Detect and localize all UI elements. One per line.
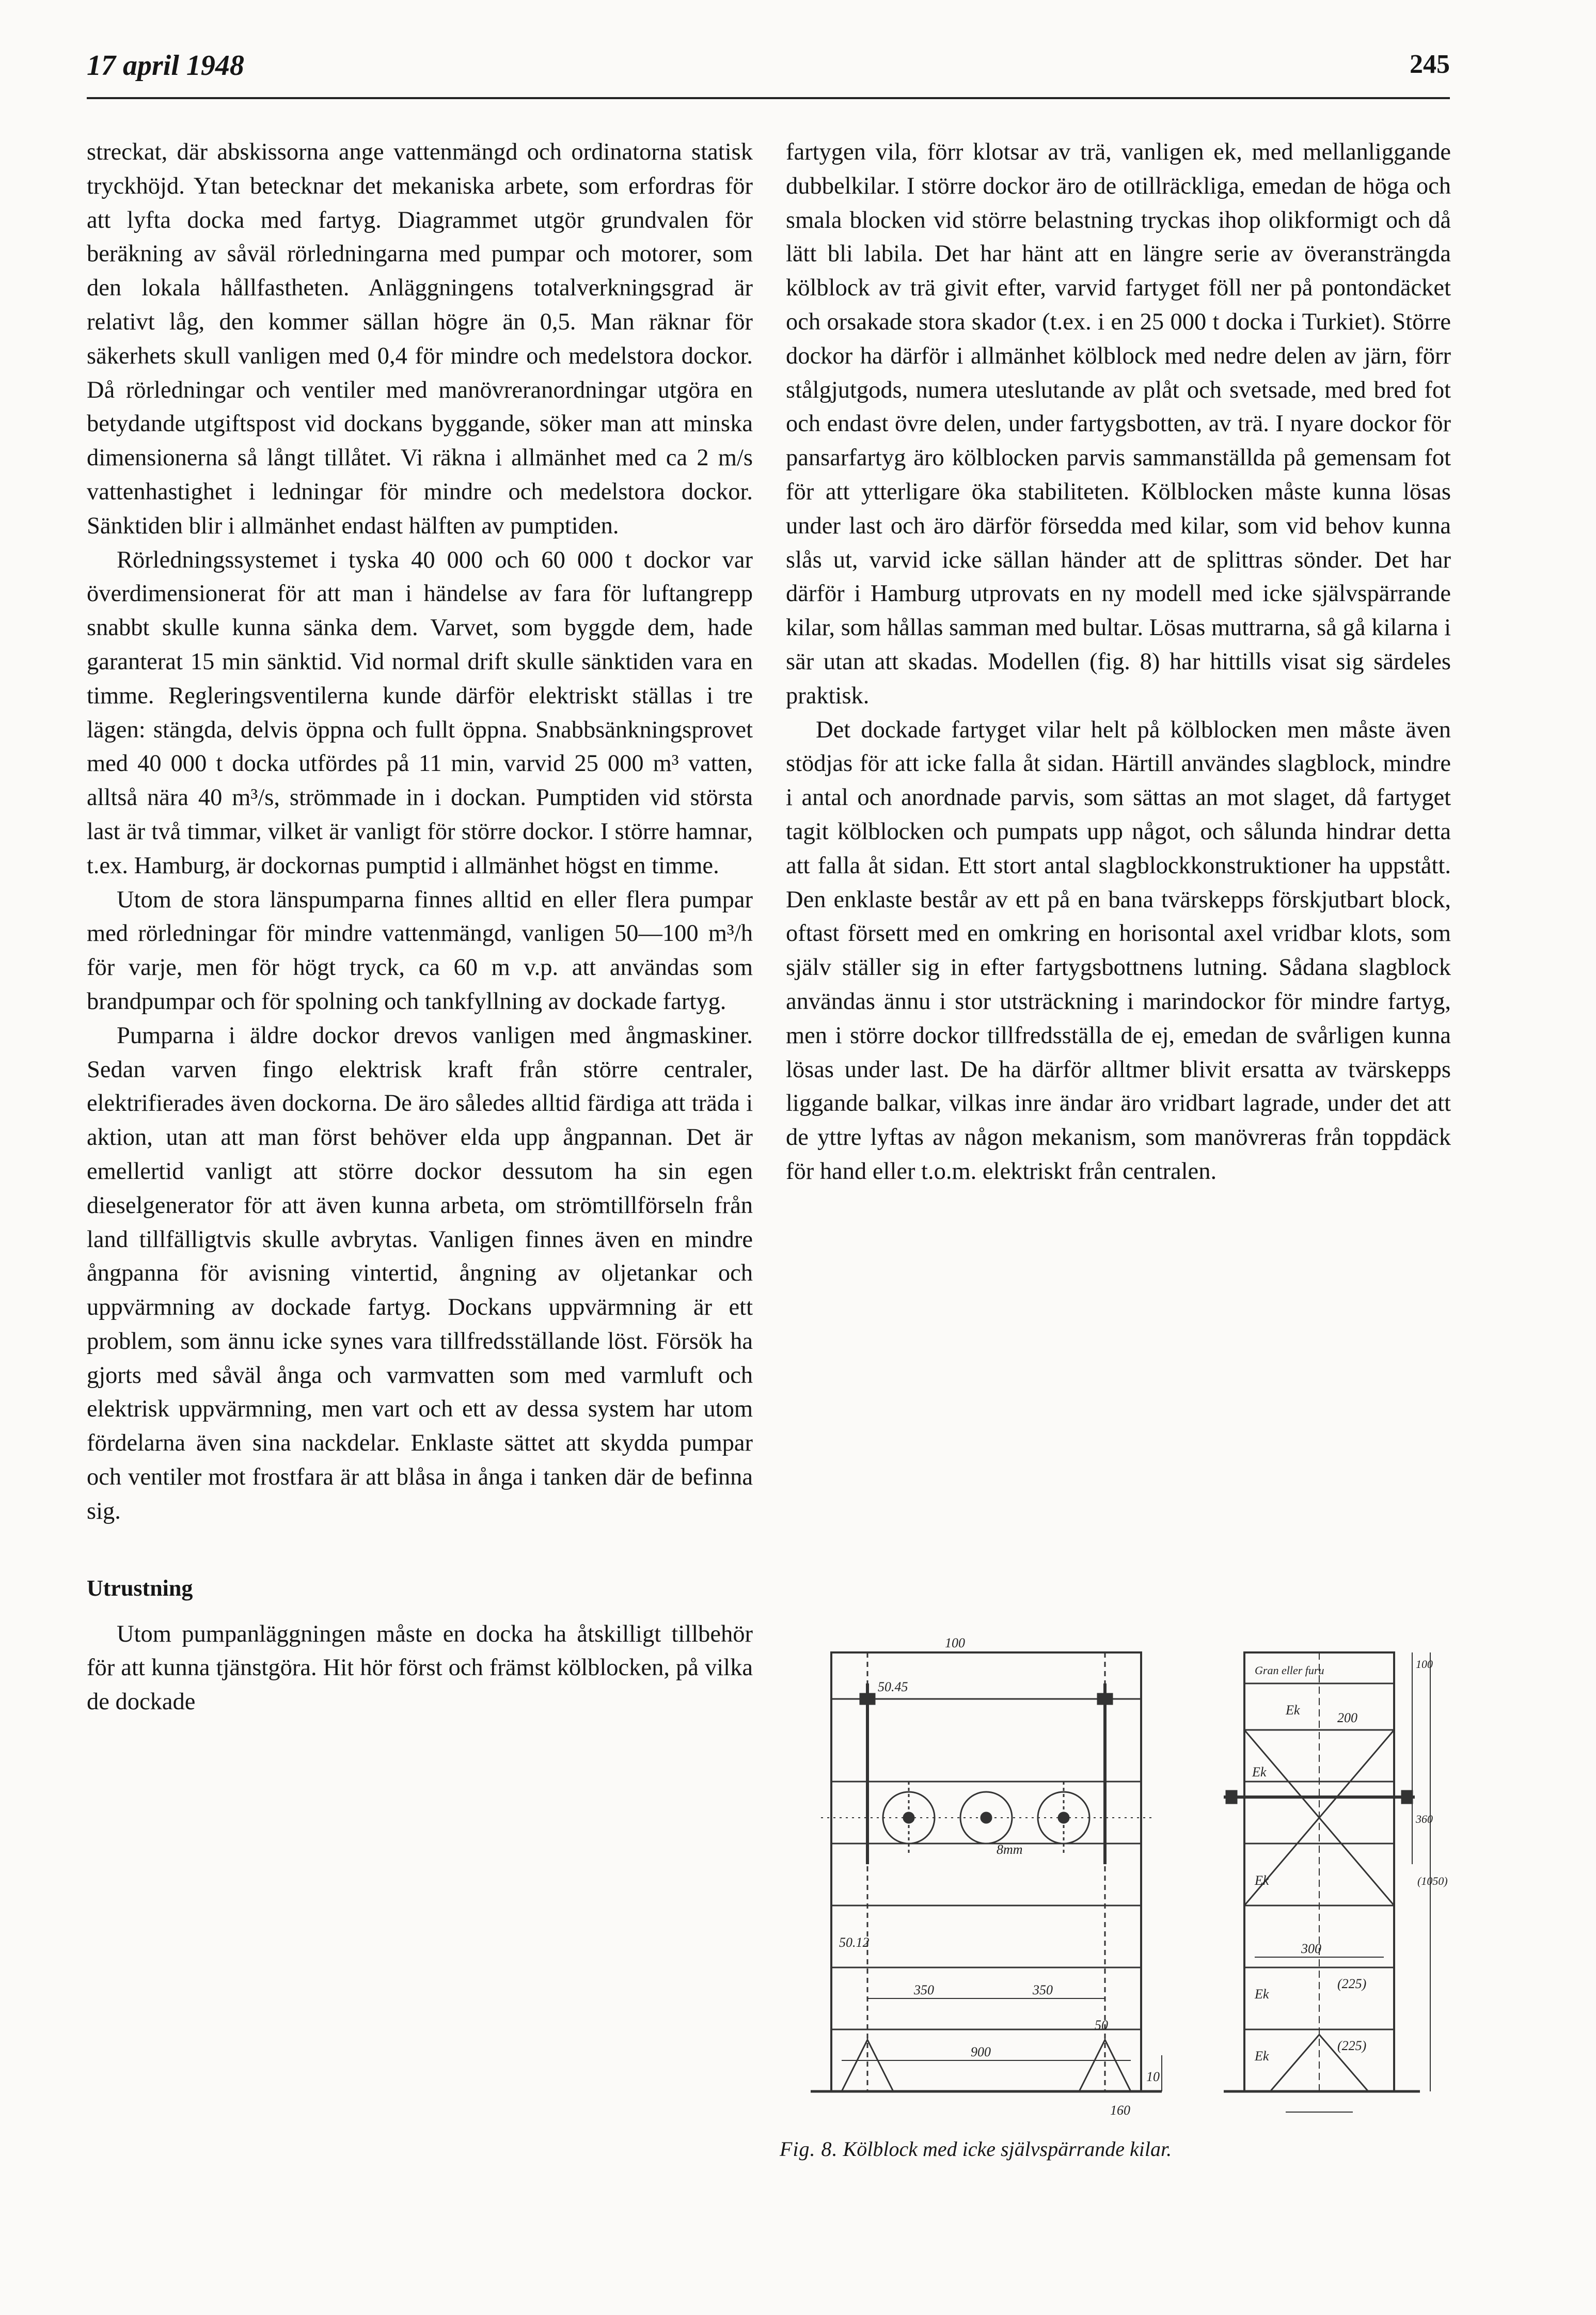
dim-label: 8mm [997, 1842, 1023, 1857]
dimension-labels [839, 1635, 1448, 2118]
front-view [811, 1652, 1162, 2091]
dim-label: 50.45 [878, 1679, 908, 1694]
figure-caption [780, 2134, 1451, 2165]
dim-label: (225) [1337, 2038, 1367, 2053]
paragraph: Rörledningssystemet i tyska 40 000 och 60 000 t dockor var överdimensionerat för att man i händelse av fara för luftangrepp snabbt skulle kunna sänka dem. Varvet, som byggde dem, hade garanterat 15 min sänktid. Vid normal drift skulle sänktiden vara en timme. Regleringsventilerna kunde därför elektriskt ställas i tre lägen: stängda, delvis öppna och fullt öppna. Snabbsänkningsprovet med 40 000 t docka utfördes på 11 min, varvid 25 000 m³ vatten, alltså nära 40 m³/s, strömmade in i dockan. Pumptiden vid största last är två timmar, vilket är vanligt för större dockor. I större hamnar, t.ex. Hamburg, är dockornas pumptid i allmänhet högst en timme. [87, 546, 753, 879]
dim-label: 350 [914, 1982, 934, 1997]
dim-label: (225) [1337, 1976, 1367, 1991]
paragraph: Utom pumpanläggningen måste en docka ha åtskilligt tillbehör för att kunna tjänstgöra. Hit hör först och främst kölblocken, på vilka de dockade [87, 1620, 753, 1715]
figure-number: Fig. 8. [780, 2137, 838, 2161]
dim-label: 200 [1337, 1710, 1357, 1725]
dim-label: 50.12 [839, 1935, 870, 1950]
paragraph: Utom de stora länspumparna finnes alltid en eller flera pumpar med rörledningar för mindre vattenmängd, vanligen 50—100 m³/h för varje, men för högt tryck, ca 60 m v.p. att användas som brandpumpar och för spolning och tankfyllning av dockade fartyg. [87, 886, 753, 1015]
material-label: Gran eller furu [1255, 1664, 1324, 1677]
dim-label: 50 [1095, 2018, 1108, 2033]
dim-label: 10 [1146, 2069, 1160, 2084]
paragraph: streckat, där abskissorna ange vattenmängd och ordinatorna statisk tryckhöjd. Ytan betecknar det mekaniska arbete, som erfordras för att lyfta docka med fartyg. Diagrammet utgör grundvalen för beräkning av såväl rörledningarna med pumpar och motorer, som den lokala hållfastheten. Anläggningens totalverkningsgrad är relativt låg, den kommer sällan högre än 0,5. Man räknar för säkerhets skull vanligen med 0,4 för mindre och medelstora dockor. Då rörledningar och ventiler med manövreranordningar utgöra en betydande utgiftspost vid dockans byggande, söker man att minska dimensionerna så långt tillåtet. Vi räkna i allmänhet med ca 2 m/s vattenhastighet i ledningar för mindre och medelstora dockor. Sänktiden blir i allmänhet endast hälften av pumptiden. [87, 139, 753, 539]
page-number: 245 [1410, 50, 1450, 79]
dim-label: (1050) [1417, 1875, 1448, 1887]
dim-label: 900 [971, 2044, 991, 2059]
material-label: Ek [1255, 1987, 1269, 2002]
dim-label: 350 [1033, 1982, 1053, 1997]
figure-caption-text: Kölblock med icke självspärrande kilar. [843, 2137, 1172, 2161]
left-column [87, 135, 753, 1719]
paragraph: fartygen vila, förr klotsar av trä, vanligen ek, med mellanliggande dubbelkilar. I större dockor äro de otillräckliga, emedan de höga och smala blocken vid större belastning tryckas ihop olikformigt och då lätt bli labila. Det har hänt att en längre serie av överansträngda kölblock av trä givit efter, varvid fartyget föll ner på pontondäcket och orsakade stora skador (t.ex. i en 25 000 t docka i Turkiet). Större dockor ha därför i allmänhet kölblock med nedre delen av järn, förr stålgjutgods, numera uteslutande av plåt och svetsade, med bred fot och endast övre delen, under fartygsbotten, av trä. I nyare dockor för pansarfartyg äro kölblocken parvis sammanställda på gemensam fot för att ytterligare öka stabiliteten. Kölblocken måste kunna lösas under last och äro därför försedda med kilar, som vid behov kunna slås ut, varvid icke sällan händer att de splittras sönder. Det har därför i Hamburg utprovats en ny modell med icke självspärrande kilar, som hållas samman med bultar. Lösas muttrarna, så gå kilarna i sär utan att skadas. Modellen (fig. 8) har hittills visat sig särdeles praktisk. [786, 139, 1451, 709]
material-label: Ek [1286, 1703, 1300, 1718]
dim-label: 100 [945, 1635, 965, 1650]
dim-label: 100 [1416, 1658, 1433, 1671]
dim-label: 160 [1110, 2103, 1130, 2118]
dim-label: 360 [1416, 1813, 1433, 1825]
paragraph: Det dockade fartyget vilar helt på kölblocken men måste även stödjas för att icke falla åt sidan. Härtill användes slagblock, mindre i antal och anordnade parvis, som sättas an mot slaget, då fartyget tagit kölblocken och pumpats upp något, och sålunda hindrar detta att falla åt sidan. Ett stort antal slagblockkonstruktioner ha uppstått. Den enklaste består av ett på en bana tvärskepps förskjutbart block, oftast försett med en omkring en horisontal axel vridbar klots, som själv ställer sig in efter fartygsbottnens lutning. Sådana slagblock användas ännu i stor utsträckning i marindockor för mindre fartyg, men i större dockor tillfredsställa de ej, emedan de svårligen kunna lösas under last. De ha därför alltmer blivit ersatta av tvärskepps liggande balkar, vilkas inre ändar äro vridbart lagrade, under det att de yttre lyftas av någon mekanism, som manövreras från toppdäck för hand eller t.o.m. elektriskt från centralen. [786, 716, 1451, 1185]
material-label: Ek [1255, 1873, 1269, 1888]
material-label: Ek [1252, 1765, 1267, 1779]
section-heading: Utrustning [87, 1575, 193, 1601]
figure-keel-block-drawing [790, 1627, 1453, 2122]
dim-label: 300 [1301, 1941, 1321, 1956]
technical-drawing [790, 1627, 1453, 2122]
material-label: Ek [1255, 2049, 1269, 2064]
right-column [786, 135, 1451, 1189]
issue-date: 17 april 1948 [87, 50, 244, 82]
header-rule [87, 97, 1450, 99]
page-header [87, 49, 1450, 90]
paragraph: Pumparna i äldre dockor drevos vanligen med ångmaskiner. Sedan varven fingo elektrisk kraft från större centraler, elektrifierades även dockorna. De äro således alltid färdiga att träda i aktion, utan att man först behöver elda upp ångpannan. Det är emellertid vanligt att större dockor dessutom ha sin egen dieselgenerator för att även kunna arbeta, om strömtillförseln från land tillfälligtvis skulle avbrytas. Vanligen finnes även en mindre ångpanna för avisning vintertid, ångning av oljetankar och uppvärmning av dockade fartyg. Dockans uppvärmning är ett problem, som ännu icke synes vara tillfredsställande löst. Försök ha gjorts med såväl ånga och varmvatten som med varmluft och elektrisk uppvärmning, men vart och ett av dessa system har utom fördelarna även sina nackdelar. Enklaste sättet att skydda pumpar och ventiler mot frostfara är att blåsa in ånga i tanken där de befinna sig. [87, 1022, 753, 1524]
